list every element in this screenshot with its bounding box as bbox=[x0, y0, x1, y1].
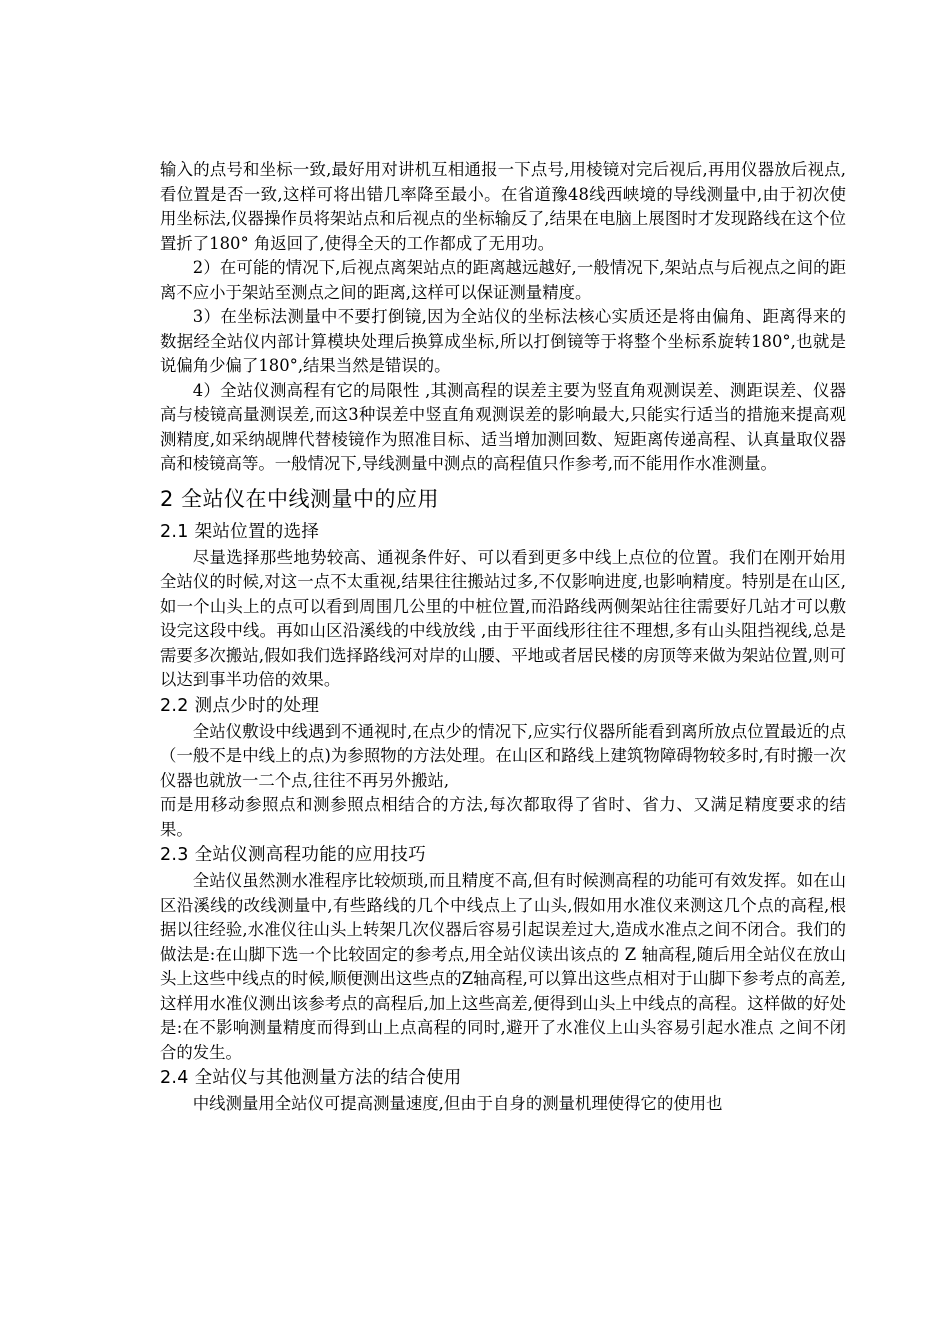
subsection-heading-2-2: 2.2 测点少时的处理 bbox=[160, 695, 320, 716]
section-heading-2: 2 全站仪在中线测量中的应用 bbox=[160, 486, 440, 511]
paragraph-2-4: 中线测量用全站仪可提高测量速度,但由于自身的测量机理使得它的使用也 bbox=[192, 1094, 723, 1113]
subsection-heading-2-4: 2.4 全站仪与其他测量方法的结合使用 bbox=[160, 1068, 462, 1088]
paragraph-item-4: 4）全站仪测高程有它的局限性 ,其测高程的误差主要为竖直角观测误差、测距误差、仪器高与棱镜高量测误差,而这3种误差中竖直角观测误差的影响最大,只能实行适当的措施来提高观测精度,如采纳觇牌代替棱镜作为照准目标、适当增加测回数、短距离传递高程、认真量取仪器高和棱镜高等。一般情况下,导线测量中测点的高程值只作参考,而不能用作水准测量。 bbox=[160, 380, 846, 473]
paragraph-coordinate-input: 输入的点号和坐标一致,最好用对讲机互相通报一下点号,用棱镜对完后视后,再用仪器放后视点,看位置是否一致,这样可将出错几率降至最小。在省道豫48线西峡境的导线测量中,由于初次使用坐标法,仪器操作员将架站点和后视点的坐标输反了,结果在电脑上展图时才发现路线在这个位置折了180° 角返回了,使得全天的工作都成了无用功。 bbox=[160, 160, 846, 253]
paragraph-2-3: 全站仪虽然测水准程序比较烦琐,而且精度不高,但有时候测高程的功能可有效发挥。如在山区沿溪线的改线测量中,有些路线的几个中线点上了山头,假如用水准仪来测这几个点的高程,根据以往经验,水准仪往山头上转架几次仪器后容易引起误差过大,造成水准点之间不闭合。我们的做法是:在山脚下选一个比较固定的参考点,用全站仪读出该点的 Z 轴高程,随后用全站仪在放山头上这些中线点的时候,顺便测出这些点的Z轴高程,可以算出这些点相对于山脚下参考点的高差,这样用水准仪测出该参考点的高程后,加上这些高差,便得到山头上中线点的高程。这样做的好处是:在不影响测量精度而得到山上点高程的同时,避开了水准仪上山头容易引起水准点 之间不闭合的发生。 bbox=[160, 871, 846, 1062]
document-page bbox=[160, 158, 846, 1117]
paragraph-2-1: 尽量选择那些地势较高、通视条件好、可以看到更多中线上点位的位置。我们在刚开始用全站仪的时候,对这一点不太重视,结果往往搬站过多,不仅影响进度,也影响精度。特别是在山区,如一个山头上的点可以看到周围几公里的中桩位置,而沿路线两侧架站往往需要好几站才可以敷设完这段中线。再如山区沿溪线的中线放线 ,由于平面线形往往不理想,多有山头阻挡视线,总是需要多次搬站,假如我们选择路线河对岸的山腰、平地或者居民楼的房顶等来做为架站位置,则可以达到事半功倍的效果。 bbox=[160, 547, 846, 689]
paragraph-item-2: 2）在可能的情况下,后视点离架站点的距离越远越好,一般情况下,架站点与后视点之间的距离不应小于架站至测点之间的距离,这样可以保证测量精度。 bbox=[160, 258, 846, 302]
subsection-heading-2-3: 2.3 全站仪测高程功能的应用技巧 bbox=[160, 845, 426, 865]
paragraph-item-3: 3）在坐标法测量中不要打倒镜,因为全站仪的坐标法核心实质还是将由偏角、距离得来的数据经全站仪内部计算模块处理后换算成坐标,所以打倒镜等于将整个坐标系旋转180°,也就是说偏角少偏了180°,结果当然是错误的。 bbox=[160, 307, 846, 375]
paragraph-2-2-b: 而是用移动参照点和测参照点相结合的方法,每次都取得了省时、省力、又满足精度要求的结果。 bbox=[160, 795, 846, 839]
paragraph-2-2-a: 全站仪敷设中线遇到不通视时,在点少的情况下,应实行仪器所能看到离所放点位置最近的点（一般不是中线上的点)为参照物的方法处理。在山区和路线上建筑物障碍物较多时,有时搬一次仪器也就放一二个点,往往不再另外搬站, bbox=[160, 721, 846, 790]
subsection-heading-2-1: 2.1 架站位置的选择 bbox=[160, 521, 320, 542]
